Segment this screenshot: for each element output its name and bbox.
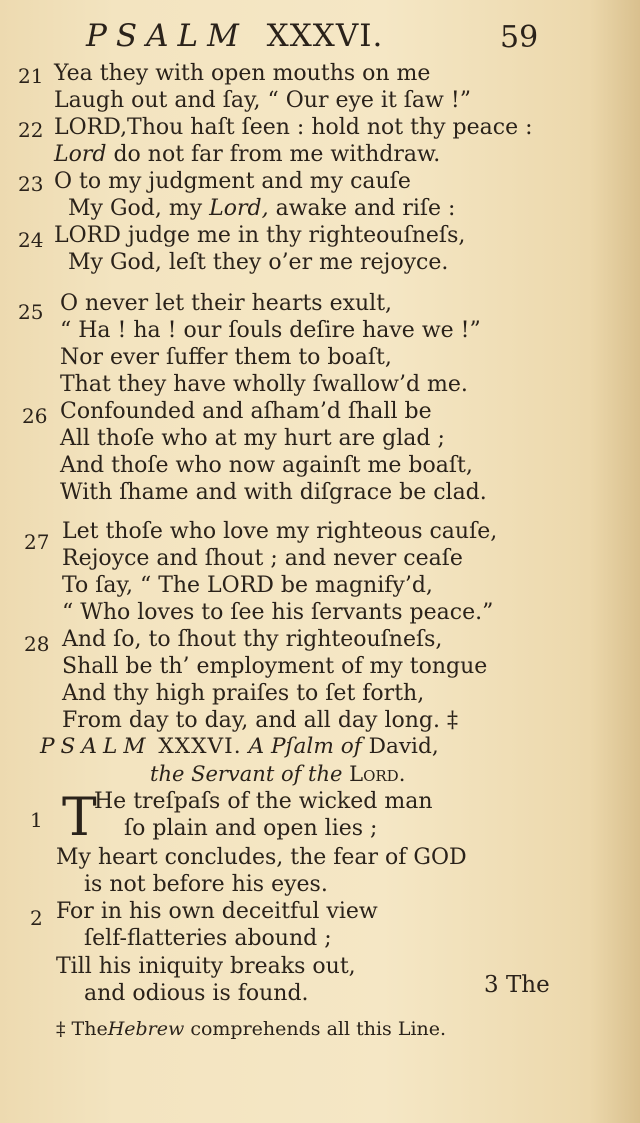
verse-text: And thy high praiſes to ſet forth,	[62, 681, 425, 706]
psalm-subheading	[150, 762, 405, 786]
page-header	[0, 16, 640, 56]
running-title	[86, 18, 383, 54]
verse-text: LORD,Thou haſt ſeen : hold not thy peace :	[54, 115, 533, 140]
verse-text: Shall be th’ employment of my tongue	[62, 654, 488, 679]
verse-text-start: My God, my	[68, 196, 210, 221]
verse-text: Let thoſe who love my righteous cauſe,	[62, 519, 498, 544]
verse-number: 21	[18, 64, 44, 88]
verse-text: He treſpaſs of the wicked man	[94, 789, 433, 814]
verse-text: LORD judge me in thy righteouſneſs,	[54, 223, 466, 248]
verse-text: From day to day, and all day long. ‡	[62, 708, 458, 733]
verse-text: And ſo, to ſhout thy righteouſneſs,	[62, 627, 443, 652]
verse-text: All thoſe who at my hurt are glad ;	[60, 426, 445, 451]
running-title-number: XXXVI.	[266, 18, 384, 54]
verse-text: With ſhame and with diſgrace be clad.	[60, 480, 487, 505]
verse-text: O never let their hearts exult,	[60, 291, 393, 316]
verse-text-rest: do not far from me withdraw.	[106, 142, 441, 167]
psalm-subheading-italic: the Servant of the	[150, 762, 343, 786]
verse-number: 2	[30, 906, 43, 930]
italic-word: Lord	[54, 142, 107, 167]
catchword: 3 The	[484, 972, 550, 998]
verse-text: “ Ha ! ha ! our ſouls deſire have we !”	[60, 318, 481, 343]
verse-text-rest: awake and riſe :	[268, 196, 456, 221]
footnote-mark: ‡	[56, 1018, 66, 1040]
drop-cap: T	[62, 788, 97, 848]
footnote-text-start: The	[71, 1018, 108, 1040]
verse-text: Rejoyce and ſhout ; and never ceaſe	[62, 546, 463, 571]
verse-text: My heart concludes, the fear of GOD	[56, 845, 467, 870]
verse-text: Laugh out and ſay, “ Our eye it ſaw !”	[54, 88, 471, 113]
verse-number: 26	[22, 404, 48, 428]
verse-text: ſelf-flatteries abound ;	[84, 926, 332, 951]
verse-text: is not before his eyes.	[84, 872, 328, 897]
page-number: 59	[500, 20, 539, 55]
psalm-heading-name: David,	[368, 734, 439, 759]
verse-text: My God, leſt they o’er me rejoyce.	[68, 250, 449, 275]
verse-text: To ſay, “ The LORD be magnify’d,	[62, 573, 433, 598]
verse-text: Confounded and aſham’d ſhall be	[60, 399, 432, 424]
verse-number: 25	[18, 300, 44, 324]
psalm-heading	[40, 734, 640, 764]
verse-text: Nor ever ſuffer them to boaſt,	[60, 345, 392, 370]
verse-text	[68, 195, 455, 223]
verse-text: O to my judgment and my cauſe	[54, 169, 411, 194]
footnote	[56, 1018, 446, 1040]
footnote-text-rest: comprehends all this Line.	[184, 1018, 447, 1040]
psalm-subheading-name: Lord.	[349, 762, 406, 786]
verse-number: 28	[24, 632, 50, 656]
verse-text: Till his iniquity breaks out,	[56, 954, 356, 979]
verse-number: 27	[24, 530, 50, 554]
verse-text: ſo plain and open lies ;	[124, 816, 378, 841]
verse-number: 22	[18, 118, 44, 142]
verse-number: 1	[30, 808, 43, 832]
psalm-heading-number: XXXVI.	[158, 734, 242, 759]
verse-text: And thoſe who now againſt me boaſt,	[60, 453, 473, 478]
footnote-italic-word: Hebrew	[107, 1018, 185, 1040]
verse-text: and odious is found.	[84, 981, 309, 1006]
psalm-heading-subtitle: A Pſalm of	[248, 734, 362, 759]
verse-text	[54, 141, 440, 169]
verse-number: 24	[18, 228, 44, 252]
verse-text: For in his own deceitful view	[56, 899, 378, 924]
psalm-heading-word: PSALM	[40, 734, 152, 759]
verse-text: That they have wholly ſwallow’d me.	[60, 372, 468, 397]
verse-number: 23	[18, 172, 44, 196]
verse-text: Yea they with open mouths on me	[54, 61, 431, 86]
running-title-word: PSALM	[86, 18, 248, 54]
verse-text: “ Who loves to ſee his ſervants peace.”	[62, 600, 494, 625]
italic-word: Lord,	[209, 196, 269, 221]
